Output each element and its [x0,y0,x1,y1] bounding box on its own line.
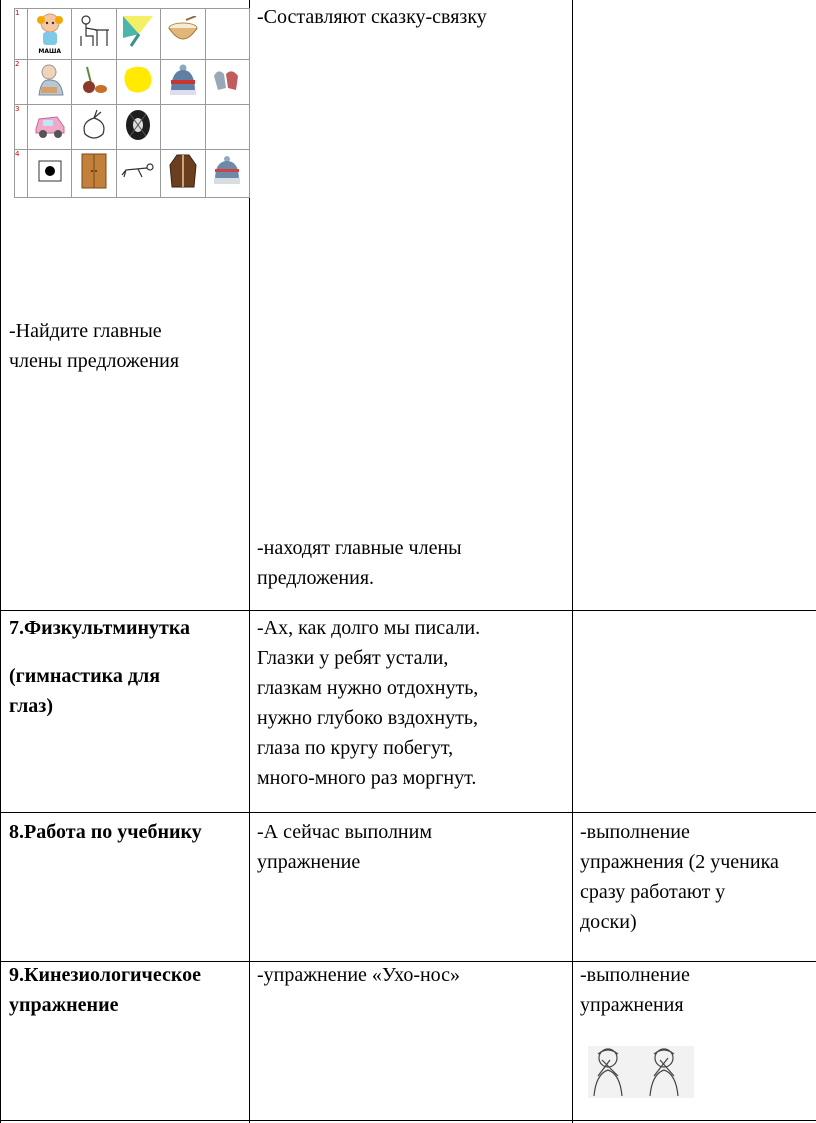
tire-icon [124,108,152,147]
rebus-cell [116,59,160,104]
table-row-divider-2 [0,812,816,813]
rebus-cell [116,105,160,150]
textbook-exercise-activity: -выполнение упражнения (2 ученика сразу работают у доски) [580,821,779,933]
porridge-bowl-icon [166,16,200,51]
onion-icon [79,108,109,147]
compose-story-text: -Составляют сказку-связку [257,6,487,28]
find-main-members-answer: -находят главные члены предложения. [257,537,462,589]
rebus-cell [72,105,116,150]
rebus-cell [161,105,205,150]
ear-nose-exercise-text: -упражнение «Ухо-нос» [257,964,461,986]
rebus-cell [28,150,72,198]
yellow-blob-icon [121,64,155,101]
rebus-cell [205,150,249,198]
rebus-cell [72,9,116,60]
table-row-divider-1 [0,610,816,611]
stage-7-title: 7.Физкультминутка (гимнастика для глаз) [9,617,191,717]
rebus-row-number: 4 [15,150,28,198]
find-main-members-task: -Найдите главные члены предложения [9,320,180,372]
rebus-cell [116,150,160,198]
spoon-icon [121,14,155,53]
rebus-cell [161,150,205,198]
rebus-cell [28,9,72,60]
rebus-cell [161,9,205,60]
rebus-row [15,59,250,104]
rebus-cell [161,59,205,104]
girl-masha-icon [30,12,70,56]
person-lying-icon [120,161,156,186]
table-row-divider-4 [0,1120,816,1121]
rebus-cell [205,105,249,150]
grandmother-icon [33,63,67,102]
table-border-left [0,0,1,1123]
rebus-row-number: 1 [15,9,28,60]
rebus-cell [72,150,116,198]
stage-8-title: 8.Работа по учебнику [9,821,202,843]
rebus-row-number: 2 [15,59,28,104]
rebus-cell [205,9,249,60]
rebus-row [15,150,250,198]
textbook-exercise-text: -А сейчас выполним упражнение [257,821,432,873]
rebus-row [15,9,250,60]
table-column-divider-2 [572,0,573,1123]
rebus-cell [28,59,72,104]
winter-hat-icon [213,156,241,191]
girl-at-desk-icon [77,14,111,53]
fur-coat-icon [168,153,198,194]
rebus-cell [28,105,72,150]
rebus-cell [116,9,160,60]
dot-square-icon [38,160,62,187]
rebus-row-number: 3 [15,105,28,150]
wardrobe-icon [80,153,108,194]
knitted-hat-icon [168,64,198,101]
ear-nose-exercise-activity: -выполнение упражнения [580,964,690,1016]
masha-label: МАША [38,47,62,55]
toy-car-icon [33,111,67,144]
ear-nose-exercise-icon [588,1046,694,1098]
mittens-icon [212,66,242,99]
rebus-picture-grid [14,8,250,198]
vegetables-icon [77,65,111,100]
stage-9-title: 9.Кинезиологическое упражнение [9,964,201,1016]
rebus-cell [205,59,249,104]
rebus-cell [72,59,116,104]
eye-gymnastics-poem: -Ах, как долго мы писали. Глазки у ребят устали, глазкам нужно отдохнуть, нужно глубоко вздохнуть, глаза по кругу побегут, много-много раз моргнут. [257,617,481,789]
rebus-row [15,105,250,150]
